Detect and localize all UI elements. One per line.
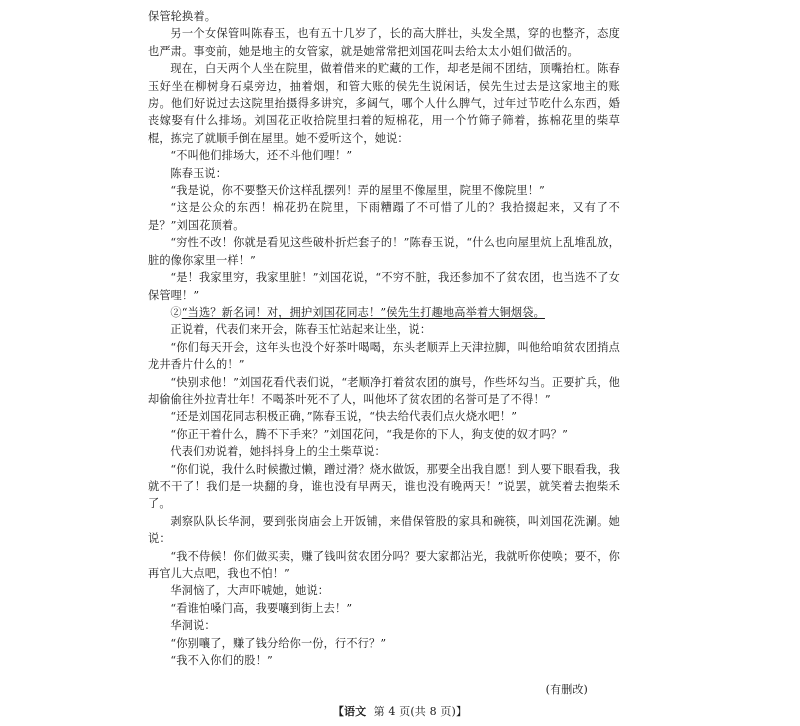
paragraph: 华洞恼了，大声吓唬她，她说： [170, 584, 330, 598]
paragraph: “快别求他！”刘国花看代表们说，“老顺净打着贫农团的旗号，作些坏勾当。正要扩兵，他却偷偷往外拉青壮年！不喝茶叶死不了人，叫他坏了贫农团的名誉可是了不得！” [148, 375, 620, 406]
paragraph: “你别嚷了，赚了钱分给你一份，行不行？” [170, 636, 387, 650]
paragraph: 代表们劝说着，她抖抖身上的尘土柴草说： [170, 445, 386, 459]
paragraph: “我不入你们的股！” [170, 654, 273, 668]
paragraph: 陈春玉说： [170, 166, 228, 180]
paragraph: “你正干着什么，腾不下手来？”刘国花问，“我是你的下人，狗支使的奴才吗？” [170, 427, 569, 441]
footer-page-info: 第 4 页(共 8 页)】 [373, 705, 468, 718]
source-note: (有删改) [545, 683, 588, 696]
paragraph-segment: “当选？新名词！对，拥护刘国花同志！” [181, 305, 387, 319]
footer-subject: 【语文 [332, 705, 367, 718]
paragraph: “我不侍候！你们做买卖，赚了钱叫贫农团分吗？要大家都沾光，我就听你使唤；要不，你再官儿大点吧，我也不怕！” [148, 549, 620, 580]
paragraph: 剥察队队长华洞，要到张岗庙会上开饭铺，来借保管股的家具和碗筷，叫刘国花洗涮。她说： [148, 514, 620, 546]
paragraph: “你们每天开会，这年头也没个好茶叶喝喝，东头老顺弄上天津拉脚，叫他给咱贫农团捎点龙井香片什么的！” [148, 340, 620, 372]
paragraph: 另一个女保管叫陈春玉，也有五十几岁了，长的高大胖壮，头发全黑，穿的也整齐，态度也严肃。事变前，她是地主的女管家，就是她常常把刘国花叫去给太太小姐们做活的。 [148, 27, 620, 58]
paragraph: “看谁怕嗓门高，我要嚷到街上去！” [170, 601, 353, 615]
paragraph [148, 304, 620, 321]
paragraph: “穷性不改！你就是看见这些破朴折烂套子的！”陈春玉说，“什么也向屋里炕上乱堆乱放，脏的像你家里一样！” [148, 236, 620, 267]
paragraph-segment: ② [170, 305, 182, 319]
paragraph: “不叫他们排场大，还不斗他们哩！” [170, 149, 353, 163]
paragraph: “是！我家里穷，我家里脏！”刘国花说，“不穷不脏，我还参加不了贫农团，也当选不了女保管哩！” [148, 271, 620, 302]
paragraph: 华洞说： [170, 619, 216, 633]
paragraph-segment: 侯先生打趣地高举着大铜烟袋。 [386, 305, 545, 319]
paragraph: 正说着，代表们来开会，陈春玉忙站起来让坐，说： [170, 323, 432, 337]
paragraph: “还是刘国花同志积极正确，”陈春玉说，“快去给代表们点火烧水吧！” [170, 410, 518, 424]
document-body [148, 8, 620, 669]
paragraph: “这是公众的东西！棉花扔在院里，下雨糟蹋了不可惜了儿的？我拾掇起来，又有了不是？”刘国花顶着。 [148, 201, 620, 232]
paragraph: 保管轮换着。 [148, 10, 217, 23]
paragraph: 现在，白天两个人坐在院里，做着借来的贮藏的工作，却老是闹不团结，顶嘴抬杠。陈春玉好坐在柳树身石桌旁边，抽着烟，和管大账的侯先生说闲话，侯先生过去是这家地主的账房。他们好说过去这院里抬摄得多讲究，多阔气，哪个人什么脾气，过年过节吃什么东西，婚丧嫁娶有什么排场。刘国花正收拾院里扫着的短棉花，用一个竹筛子筛着，拣棉花里的柴草棍，拣完了就顺手倒在屋里。她不爱听这个，她说： [148, 62, 620, 145]
page-footer [0, 703, 800, 720]
paragraph: “我是说，你不要整天价这样乱摆列！弄的屋里不像屋里，院里不像院里！” [170, 184, 545, 198]
paragraph: “你们说，我什么时候撒过懒，蹭过滑？烧水做饭，那要全出我自愿！到人要下眼看我，我就不干了！我们是一块翻的身，谁也没有早两天，谁也没有晚两天！”说罢，就笑着去抱柴禾了。 [148, 462, 620, 511]
